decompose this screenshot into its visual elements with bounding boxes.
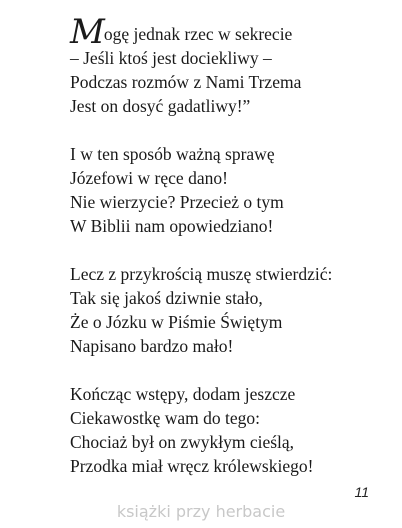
poem-line: I w ten sposób ważną sprawę (70, 144, 275, 164)
poem-line (70, 12, 390, 52)
stanza-4 (70, 382, 390, 478)
poem-line: W Biblii nam opowiedziano! (70, 216, 274, 236)
poem-line: Kończąc wstępy, dodam jeszcze (70, 384, 296, 404)
poem-line: Nie wierzycie? Przecież o tym (70, 192, 284, 212)
stanza-2 (70, 142, 390, 238)
poem-line: Podczas rozmów z Nami Trzema (70, 72, 302, 92)
watermark: książki przy herbacie (116, 502, 286, 521)
poem-line: Józefowi w ręce dano! (70, 168, 228, 188)
poem-line: Lecz z przykrością muszę stwierdzić: (70, 264, 333, 284)
poem-line: Przodka miał wręcz królewskiego! (70, 456, 314, 476)
stanza-3 (70, 262, 390, 358)
poem-line: Napisano bardzo mało! (70, 336, 234, 356)
page-number: 11 (354, 484, 369, 500)
first-line-text: ogę jednak rzec w sekrecie (103, 24, 293, 44)
poem-line: Tak się jakoś dziwnie stało, (70, 288, 263, 308)
poem-line: – Jeśli ktoś jest dociekliwy – (70, 48, 272, 68)
poem-line: Chociaż był on zwykłym cieślą, (70, 432, 295, 452)
poem-line: Że o Józku w Piśmie Świętym (70, 312, 283, 332)
poem (70, 12, 390, 502)
poem-line: Jest on dosyć gadatliwy!” (70, 96, 251, 116)
poem-line: Ciekawostkę wam do tego: (70, 408, 261, 428)
stanza-1 (70, 12, 390, 118)
drop-cap: M (70, 12, 104, 52)
